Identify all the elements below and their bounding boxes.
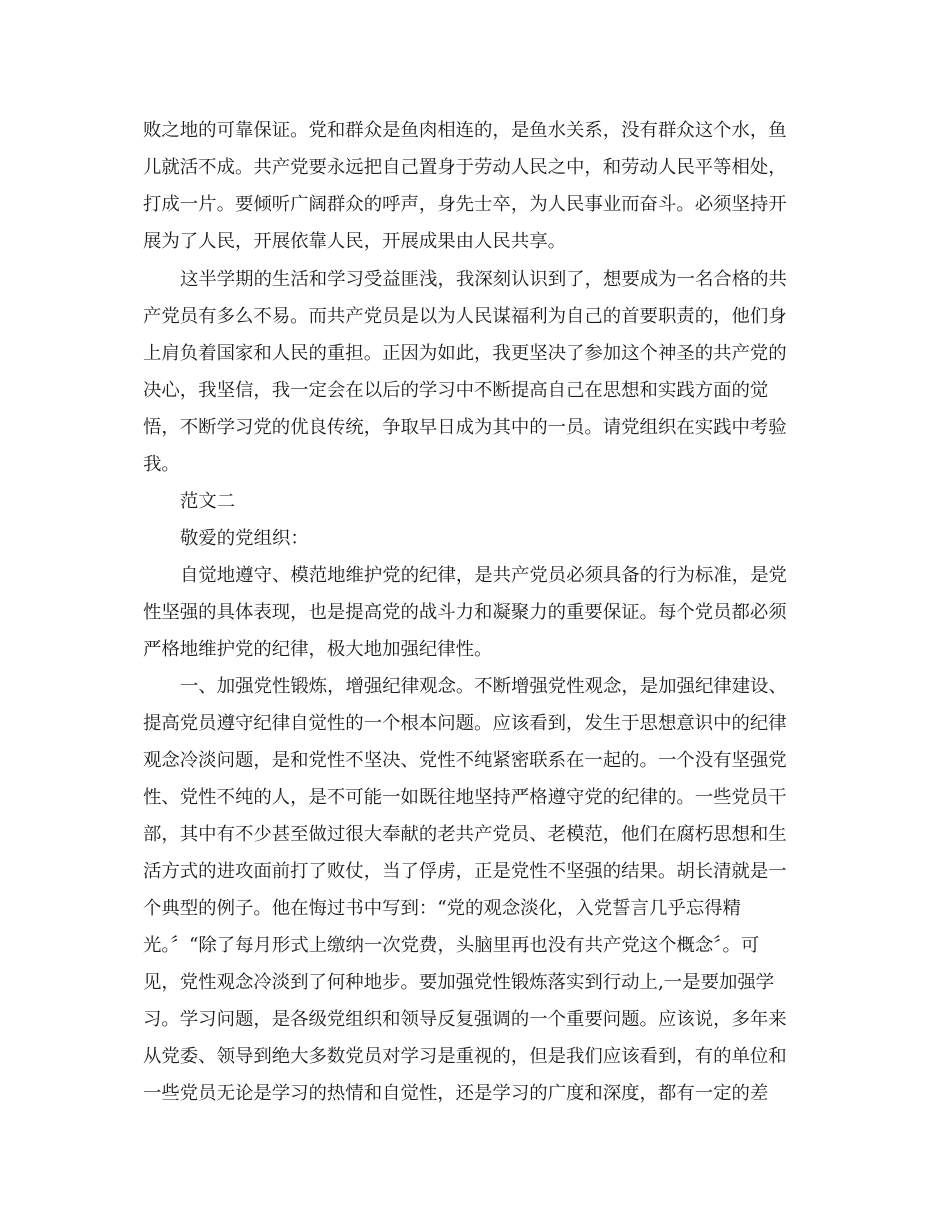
- text-line: 从党委、领导到绝大多数党员对学习是重视的，但是我们应该看到，有的单位和: [143, 1046, 787, 1067]
- text-line: 提高党员遵守纪律自觉性的一个根本问题。应该看到，发生于思想意识中的纪律: [143, 713, 787, 734]
- text-line: 严格地维护党的纪律，极大地加强纪律性。: [143, 639, 493, 660]
- text-line: 习。学习问题，是各级党组织和领导反复强调的一个重要问题。应该说，多年来: [143, 1009, 787, 1030]
- text-line: 儿就活不成。共产党要永远把自己置身于劳动人民之中，和劳动人民平等相处，: [143, 157, 787, 178]
- text-line: 一些党员无论是学习的热情和自觉性，还是学习的广度和深度，都有一定的差: [143, 1083, 769, 1104]
- paragraph-first-line: 自觉地遵守、模范地维护党的纪律，是共产党员必须具备的行为标准，是党: [180, 565, 787, 586]
- section-heading: 范文二: [180, 491, 236, 512]
- text-line: 见，党性观念冷淡到了何种地步。要加强党性锻炼落实到行动上,一是要加强学: [143, 972, 775, 993]
- text-line: 产党员有多么不易。而共产党员是以为人民谋福利为自己的首要职责的，他们身: [143, 306, 787, 327]
- text-line: 个典型的例子。他在悔过书中写到：“党的观念淡化，入党誓言几乎忘得精: [143, 898, 741, 919]
- text-line: 光。〞“除了每月形式上缴纳一次党费，头脑里再也没有共产党这个概念〞。可: [143, 935, 760, 956]
- paragraph-first-line: 一、加强党性锻炼，增强纪律观念。不断增强党性观念，是加强纪律建设、: [180, 676, 787, 697]
- text-line: 性坚强的具体表现，也是提高党的战斗力和凝聚力的重要保证。每个党员都必须: [143, 602, 787, 623]
- salutation: 敬爱的党组织：: [180, 528, 309, 549]
- text-line: 观念冷淡问题，是和党性不坚决、党性不纯紧密联系在一起的。一个没有坚强党: [143, 750, 787, 771]
- text-line: 活方式的进攻面前打了败仗，当了俘虏，正是党性不坚强的结果。胡长清就是一: [143, 861, 787, 882]
- text-line: 部，其中有不少甚至做过很大奉献的老共产党员、老模范，他们在腐朽思想和生: [143, 824, 787, 845]
- text-line: 打成一片。要倾听广阔群众的呼声，身先士卒，为人民事业而奋斗。必须坚持开: [143, 194, 787, 215]
- paragraph-first-line: 这半学期的生活和学习受益匪浅，我深刻认识到了，想要成为一名合格的共: [180, 269, 787, 290]
- text-line: 悟，不断学习党的优良传统，争取早日成为其中的一员。请党组织在实践中考验: [143, 417, 787, 438]
- text-line: 败之地的可靠保证。党和群众是鱼肉相连的，是鱼水关系，没有群众这个水，鱼: [143, 120, 787, 141]
- text-line: 上肩负着国家和人民的重担。正因为如此，我更坚决了参加这个神圣的共产党的: [143, 343, 787, 364]
- text-line: 展为了人民，开展依靠人民，开展成果由人民共享。: [143, 231, 566, 252]
- text-line: 决心，我坚信，我一定会在以后的学习中不断提高自己在思想和实践方面的觉: [143, 380, 769, 401]
- text-line: 性、党性不纯的人，是不可能一如既往地坚持严格遵守党的纪律的。一些党员干: [143, 787, 787, 808]
- text-line: 我。: [143, 454, 180, 475]
